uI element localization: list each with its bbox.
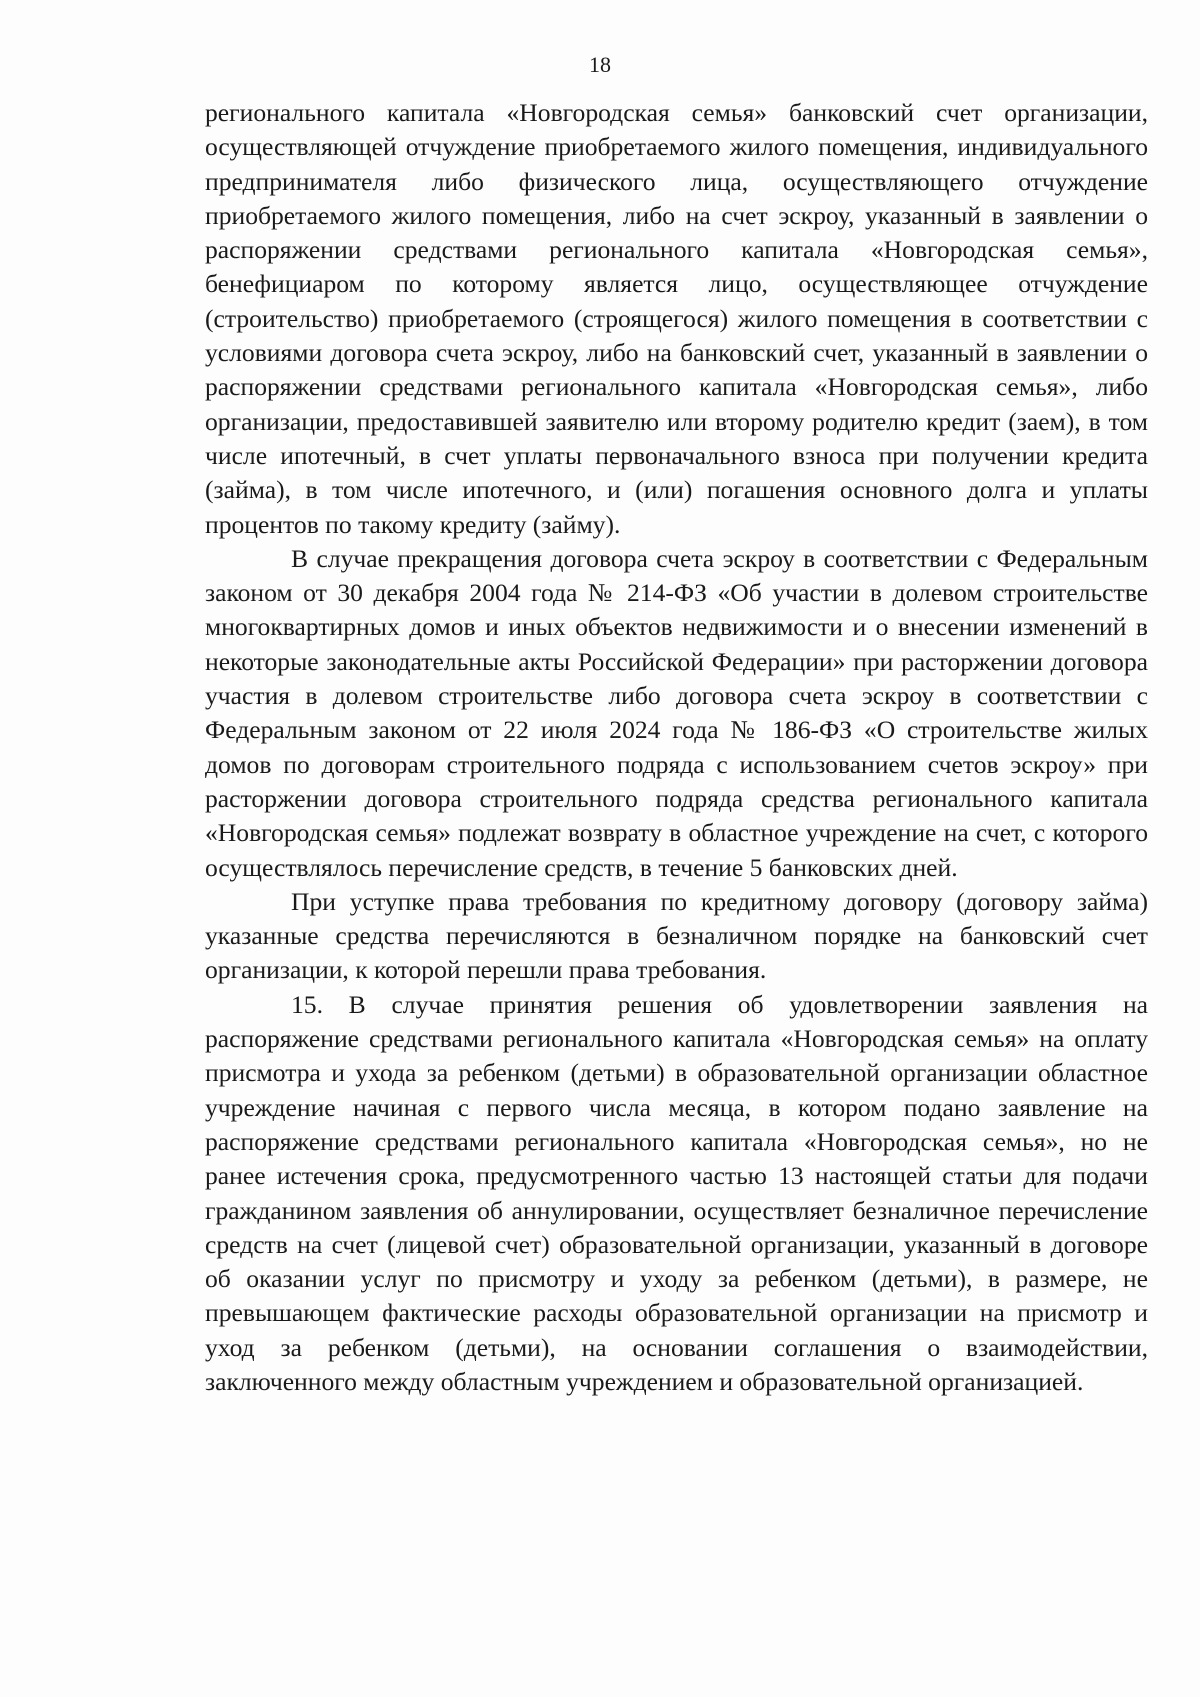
page-number: 18 — [589, 52, 611, 77]
paragraph-continuation: регионального капитала «Новгородская семья» банковский счет организации, осуществляющей отчуждение приобретаемого жилого помещения, индивидуального предпринимателя либо физического лица, осуществляющего отчуждение приобретаемого жилого помещения, либо на счет эскроу, указанный в заявлении о распоряжении средствами регионального капитала «Новгородская семья», бенефициаром по которому является лицо, осуществляющее отчуждение (строительство) приобретаемого (строящегося) жилого помещения в соответствии с условиями договора счета эскроу, либо на банковский счет, указанный в заявлении о распоряжении средствами регионального капитала «Новгородская семья», либо организации, предоставившей заявителю или второму родителю кредит (заем), в том числе ипотечный, в счет уплаты первоначального взноса при получении кредита (займа), в том числе ипотечного, и (или) погашения основного долга и уплаты процентов по такому кредиту (займу). — [205, 98, 1148, 539]
paragraph-escrow-termination: В случае прекращения договора счета эскроу в соответствии с Федеральным законом от 30 декабря 2004 года № 214-ФЗ «Об участии в долевом строительстве многоквартирных домов и иных объектов недвижимости и о внесении изменений в некоторые законодательные акты Российской Федерации» при расторжении договора участия в долевом строительстве либо договора счета эскроу в соответствии с Федеральным законом от 22 июля 2024 года № 186-ФЗ «О строительстве жилых домов по договорам строительного подряда с использованием счетов эскроу» при расторжении договора строительного подряда средства регионального капитала «Новгородская семья» подлежат возврату в областное учреждение на счет, с которого осуществлялось перечисление средств, в течение 5 банковских дней. — [205, 543, 1148, 882]
document-body — [205, 96, 1148, 1399]
paragraph-claim-assignment: При уступке права требования по кредитному договору (договору займа) указанные средства перечисляются в безналичном порядке на банковский счет организации, к которой перешли права требования. — [205, 886, 1148, 985]
paragraph-item-15: 15. В случае принятия решения об удовлетворении заявления на распоряжение средствами регионального капитала «Новгородская семья» на оплату присмотра и ухода за ребенком (детьми) в образовательной организации областное учреждение начиная с первого числа месяца, в котором подано заявление на распоряжение средствами регионального капитала «Новгородская семья», но не ранее истечения срока, предусмотренного частью 13 настоящей статьи для подачи гражданином заявления об аннулировании, осуществляет безналичное перечисление средств на счет (лицевой счет) образовательной организации, указанный в договоре об оказании услуг по присмотру и уходу за ребенком (детьми), в размере, не превышающем фактические расходы образовательной организации на присмотр и уход за ребенком (детьми), на основании соглашения о взаимодействии, заключенного между областным учреждением и образовательной организацией. — [205, 989, 1148, 1396]
